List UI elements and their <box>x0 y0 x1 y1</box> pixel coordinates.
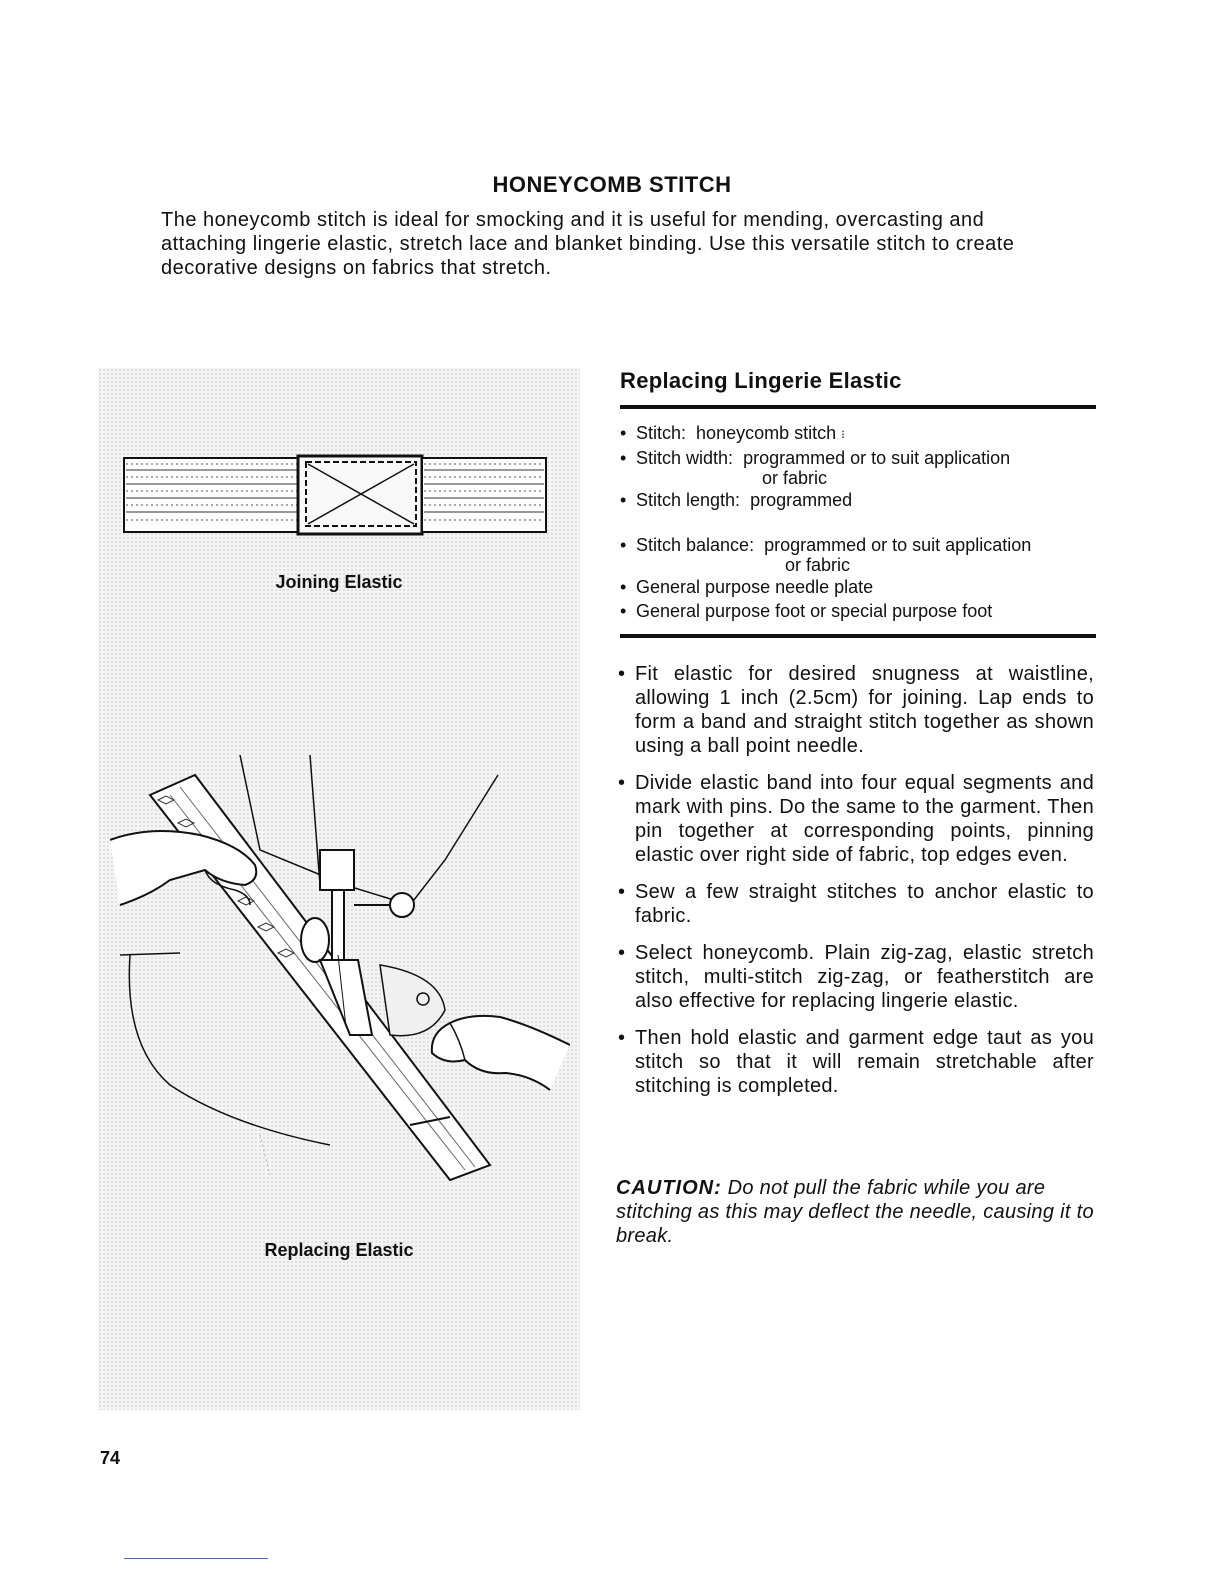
step-item: • Select honeycomb. Plain zig-zag, elastic stretch stitch, multi-stitch zig-zag, or featherstitch are also effective for replacing lingerie elastic. <box>618 941 1094 1013</box>
spec-item: • Stitch: honeycomb stitch ⁝ <box>620 422 1100 445</box>
intro-paragraph: The honeycomb stitch is ideal for smocking and it is useful for mending, overcasting and attaching lingerie elastic, stretch lace and blanket binding. Use this versatile stitch to create decorative designs on fabrics that stretch. <box>161 209 1015 279</box>
spec-item: • Stitch width: programmed or to suit application or fabric <box>620 447 1100 487</box>
bottom-rule <box>620 634 1096 638</box>
joining-elastic-caption: Joining Elastic <box>275 572 403 592</box>
step-item: • Then hold elastic and garment edge taut as you stitch so that it will remain stretchable after stitching is completed. <box>618 1026 1094 1098</box>
footer-line <box>124 1558 268 1559</box>
caution-note <box>616 1176 1096 1248</box>
page-number: 74 <box>100 1448 121 1468</box>
honeycomb-stitch-icon: ⁝ <box>841 427 845 442</box>
spec-item: • Stitch balance: programmed or to suit application or fabric <box>620 534 1100 574</box>
caution-label: CAUTION: <box>616 1177 722 1199</box>
step-item: • Sew a few straight stitches to anchor elastic to fabric. <box>618 880 1094 928</box>
spec-item: • General purpose foot or special purpose foot <box>620 600 1100 622</box>
caution-text: Do not pull the fabric while you are stitching as this may deflect the needle, causing it to break. <box>616 1177 1094 1247</box>
steps-list <box>618 662 1094 1111</box>
spec-item: • Stitch length: programmed <box>620 489 1100 511</box>
replacing-elastic-caption: Replacing Elastic <box>264 1240 414 1260</box>
joining-elastic-illustration <box>120 450 552 538</box>
spec-item: • General purpose needle plate <box>620 576 1100 598</box>
top-rule <box>620 405 1096 409</box>
step-item: • Divide elastic band into four equal segments and mark with pins. Do the same to the garment. Then pin together at corresponding points, pinning elastic over right side of fabric, top edges even. <box>618 771 1094 867</box>
step-item: • Fit elastic for desired snugness at waistline, allowing 1 inch (2.5cm) for joining. Lap ends to form a band and straight stitch together as shown using a ball point needle. <box>618 662 1094 758</box>
replacing-elastic-illustration <box>110 755 570 1185</box>
spec-list-1 <box>620 422 1100 513</box>
spec-list-2 <box>620 534 1100 624</box>
page-title: HONEYCOMB STITCH <box>492 172 732 197</box>
section-heading: Replacing Lingerie Elastic <box>620 368 902 393</box>
